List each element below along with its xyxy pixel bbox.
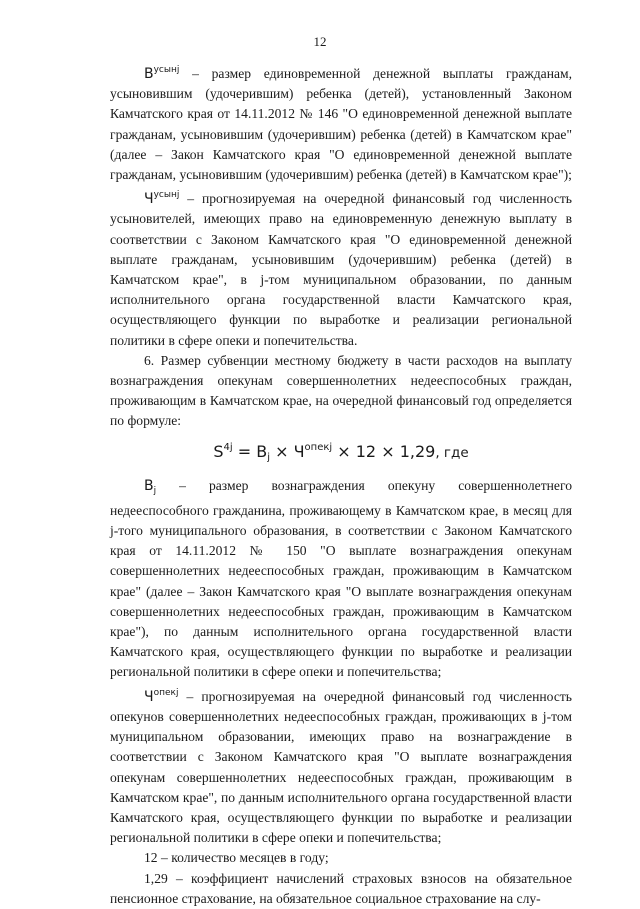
paragraph-adoption-payment-amount bbox=[110, 60, 572, 185]
paragraph-months: 12 – количество месяцев в году; bbox=[144, 850, 329, 866]
formula-ch: Ч bbox=[293, 441, 305, 461]
formula-b: В bbox=[256, 441, 268, 461]
page-number: 12 bbox=[313, 34, 327, 49]
document-body bbox=[110, 60, 572, 909]
paragraph-guardians-count bbox=[110, 683, 572, 849]
formula-tail: , где bbox=[435, 444, 469, 461]
paragraph-text: – прогнозируемая на очередной финансовый год численность усыновителей, имеющих право на единовременную денежную выплату в соответствии с Законом Камчатского края "О единовременной денежной выплате гражданам, усыновившим (удочерившим) ребенка (детей) в Камчатском крае", в j-том муниципальном образовании, по данным исполнительного органа государственной власти Камчатского края, осуществляющего функции по выработке и реализации региональной политики в сфере опеки и попечительства. bbox=[110, 191, 572, 348]
formula-b-subscript: j bbox=[267, 451, 270, 463]
superscript-usyn: усынj bbox=[153, 190, 180, 201]
paragraph-text: – прогнозируемая на очередной финансовый год численность опекунов совершеннолетних недееспособных граждан, проживающих в j-том муниципальном образовании, имеющих право на вознаграждение в соответствии с Законом Камчатского края "О выплате вознаграждения опекунам совершеннолетних недееспособных граждан, проживающим в Камчатском крае", по данным исполнительного органа государственной власти Камчатского края, осуществляющего функции по выработке и реализации региональной политики в сфере опеки и попечительства; bbox=[110, 688, 572, 846]
superscript-usyn: усынj bbox=[153, 65, 180, 75]
formula-rest: × 12 × 1,29 bbox=[332, 441, 436, 461]
formula-lhs-superscript: 4j bbox=[223, 441, 233, 453]
formula-lhs: S bbox=[213, 441, 224, 461]
symbol-b: В bbox=[144, 66, 154, 82]
subscript-j: j bbox=[153, 485, 157, 496]
formula bbox=[110, 435, 572, 471]
paragraph-adopters-count bbox=[110, 185, 572, 351]
symbol-ch: Ч bbox=[144, 688, 154, 705]
paragraph-item-6: 6. Размер субвенции местному бюджету в части расходов на выплату вознаграждения опекунам совершеннолетних недееспособных граждан, проживающим в Камчатском крае, на очередной финансовый год определяется по формуле: bbox=[110, 352, 572, 429]
paragraph-coefficient: 1,29 – коэффициент начислений страховых взносов на обязательное пенсионное страхование, на обязательное социальное страхование на слу- bbox=[110, 870, 572, 906]
paragraph-text: – размер единовременной денежной выплаты гражданам, усыновившим (удочерившим) ребенка (детей), установленный Законом Камчатского края от 14.11.2012 № 146 "О единовременной денежной выплате гражданам, усыновившим (удочерившим) ребенка (детей) в Камчатском крае" (далее – Закон Камчатского края "О единовременной денежной выплате гражданам, усыновившим (удочерившим) ребенка (детей) в Камчатском крае"); bbox=[110, 66, 572, 183]
formula-ch-superscript: опекj bbox=[304, 441, 333, 453]
paragraph-text: – размер вознаграждения опекуну совершеннолетнего недееспособного гражданина, проживающему в Камчатском крае, в месяц для j-того муниципального образования, в соответствии с Законом Камчатского края от 14.11.2012 № 150 "О выплате вознаграждения опекунам совершеннолетних недееспособных граждан, проживающим в Камчатском крае" (далее – Закон Камчатского края "О выплате вознаграждения опекунам совершеннолетних недееспособных граждан, проживающим в Камчатском крае"), по данным исполнительного органа государственной власти Камчатского края, осуществляющего функции по выработке и реализации региональной политики в сфере опеки и попечительства; bbox=[110, 477, 572, 680]
formula-times: × bbox=[269, 441, 294, 461]
formula-equals: = bbox=[232, 441, 257, 461]
symbol-ch: Ч bbox=[144, 191, 154, 208]
symbol-b: В bbox=[144, 477, 154, 494]
paragraph-guardian-reward-amount bbox=[110, 476, 572, 683]
superscript-opek: опекj bbox=[153, 687, 179, 698]
